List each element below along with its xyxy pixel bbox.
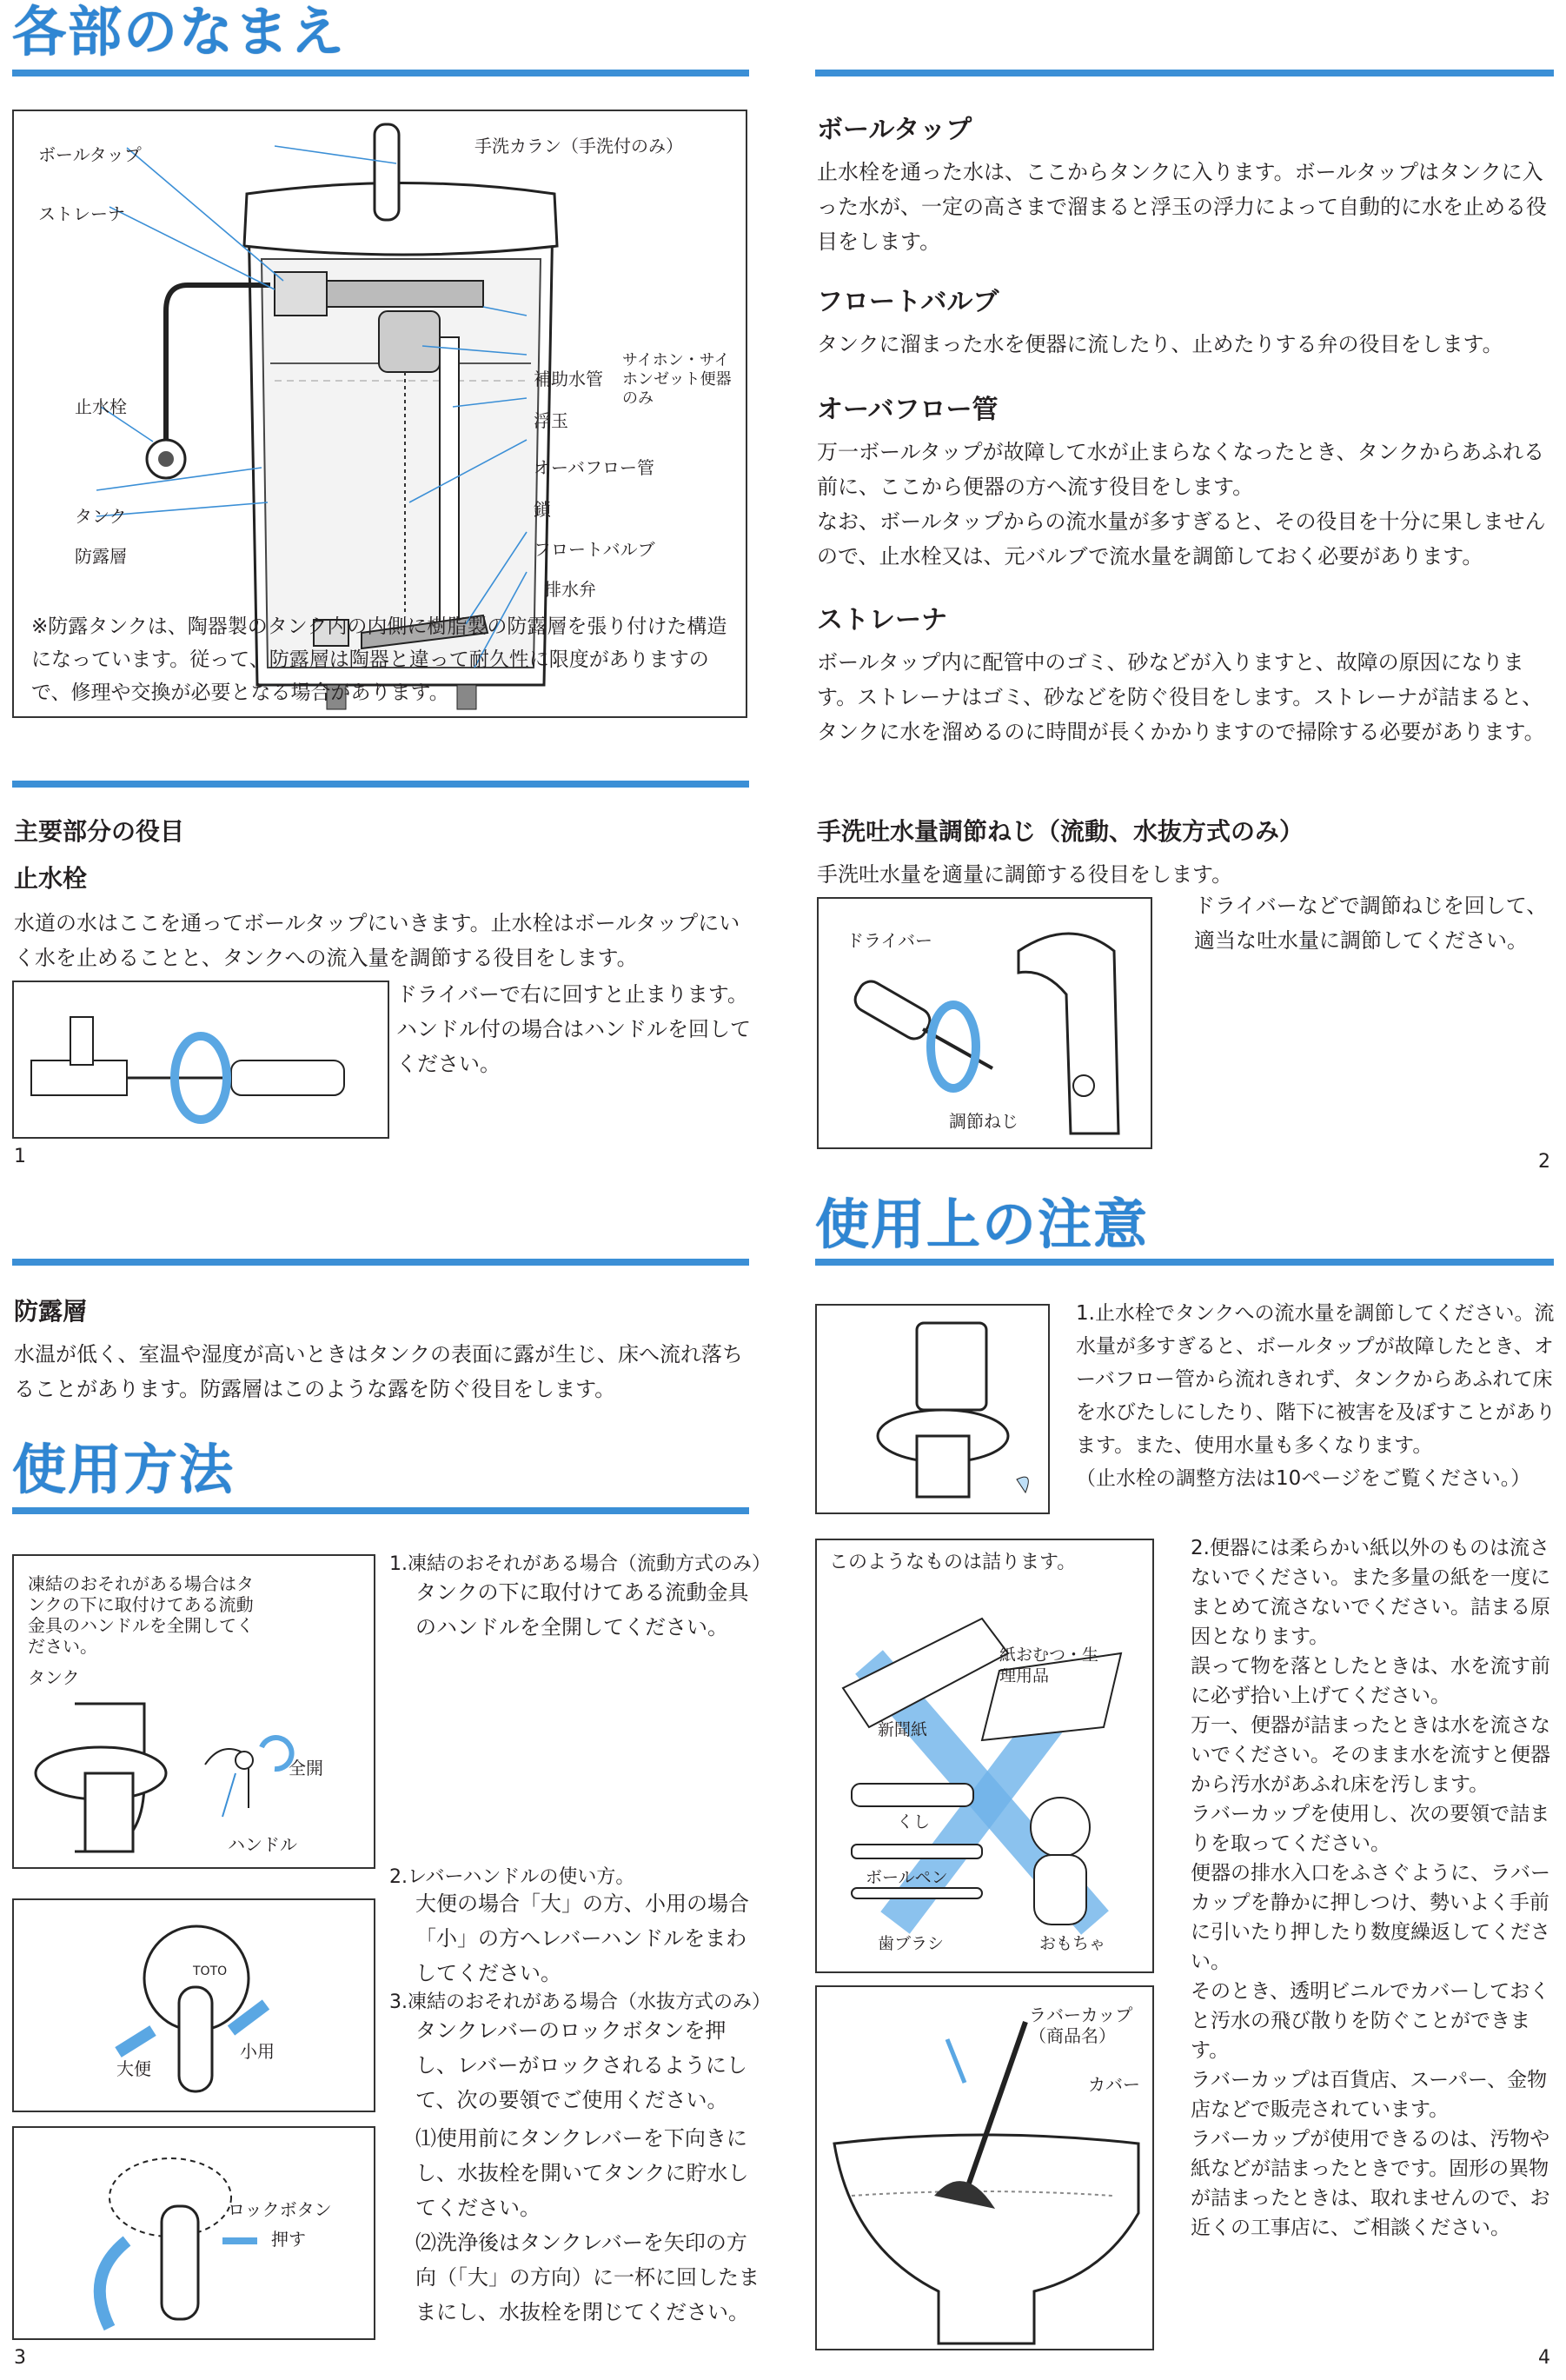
toilet-floor-valve-diagram <box>14 1556 377 1871</box>
clog-item-pen: ボールペン <box>866 1868 948 1887</box>
label-float: 浮玉 <box>534 410 568 431</box>
caution-rule <box>815 1259 1554 1266</box>
overflow-heading: オーバフロー管 <box>817 395 999 425</box>
page3-top-rule <box>12 1259 749 1266</box>
label-anti-condensation: 防露層 <box>75 546 127 567</box>
page-number-2: 2 <box>1538 1151 1550 1173</box>
push-label: 押す <box>271 2229 306 2250</box>
ball-tap-heading: ボールタップ <box>817 115 972 145</box>
flapper-heading: フロートバルブ <box>817 287 999 317</box>
full-open-label: 全開 <box>289 1758 323 1778</box>
label-overflow: オーバフロー管 <box>534 457 654 478</box>
lever-handle-diagram <box>14 1900 377 2114</box>
adjust-screw-side-text: ドライバーなどで調節ねじを回して、適当な吐水量に調節してください。 <box>1194 894 1548 953</box>
label-siphon-note: サイホン・サイホンゼット便器のみ <box>622 351 732 408</box>
toilet-overflow-diagram <box>817 1306 1052 1516</box>
clog-items-diagram <box>817 1540 1156 1975</box>
adjust-screw-heading: 手洗吐水量調節ねじ（流動、水抜方式のみ） <box>817 817 1304 846</box>
label-stop-valve: 止水栓 <box>75 396 127 417</box>
stop-valve-screwdriver-diagram <box>14 982 391 1140</box>
usage-item1-title: 1.凍結のおそれがある場合（流動方式のみ） <box>389 1553 771 1575</box>
label-strainer: ストレーナ <box>38 203 125 224</box>
strainer-heading: ストレーナ <box>817 605 947 635</box>
usage-title: 使用方法 <box>12 1438 236 1501</box>
cover-label: カバー <box>1088 2074 1140 2095</box>
strainer-text: ボールタップ内に配管中のゴミ、砂などが入りますと、故障の原因になります。ストレーナはゴミ、砂などを防ぐ役目をします。ストレーナが詰まると、タンクに水を溜めるのに時間が長くかかりますので掃除する必要があります。 <box>817 650 1545 744</box>
usage-item1-text: タンクの下に取付けてある流動金具のハンドルを全開してください。 <box>415 1580 749 1639</box>
overflow-text: 万一ボールタップが故障して水が止まらなくなったとき、タンクからあふれる前に、ここから便器の方へ流す役目をします。 なお、ボールタップからの流水量が多すぎると、その役目を十分に果しませんので、止水栓又は、元バルブで流水量を調節しておく必要があります。 <box>817 440 1546 568</box>
page-number-1: 1 <box>14 1146 26 1167</box>
usage-item2-text: 大便の場合「大」の方、小用の場合「小」の方へレバーハンドルをまわしてください。 <box>415 1891 749 1985</box>
label-chain: 鎖 <box>534 499 551 520</box>
lock-figure <box>12 2126 375 2340</box>
page-number-3: 3 <box>14 2347 26 2369</box>
section-rule <box>12 781 749 788</box>
lever-big-label: 大便 <box>116 2058 151 2079</box>
adjust-screw-text: 手洗吐水量を適量に調節する役目をします。 <box>817 862 1233 887</box>
title-rule <box>12 70 749 76</box>
label-refill-tube: 補助水管 <box>534 369 603 389</box>
stop-valve-text: 水道の水はここを通ってボールタップにいきます。止水栓はボールタップにいく水を止めることと、タンクへの流入量を調節する役目をします。 <box>14 911 740 970</box>
stop-valve-heading: 止水栓 <box>14 864 88 893</box>
tank-label: タンク <box>28 1667 80 1688</box>
usage-item3-title: 3.凍結のおそれがある場合（水抜方式のみ） <box>389 1991 771 2013</box>
lock-button-diagram <box>14 2128 377 2342</box>
clog-items-figure <box>815 1539 1154 1973</box>
flapper-text: タンクに溜まった水を便器に流したり、止めたりする弁の役目をします。 <box>817 332 1503 356</box>
plunger-figure <box>815 1985 1154 2350</box>
caution-title: 使用上の注意 <box>815 1193 1150 1256</box>
toilet-overflow-figure <box>815 1304 1050 1514</box>
label-flapper: フロートバルブ <box>534 539 655 560</box>
anti-condensation-heading: 防露層 <box>14 1297 88 1326</box>
caution-item2: 2.便器には柔らかい紙以外のものは流さないでください。また多量の紙を一度にまとめて流さないでください。詰まる原因となります。 誤って物を落としたときは、水を流す前に必ず拾い上げてください。 万一、便器が詰まったときは水を流さないでください。そのまま水を流すと便器から汚水があふれ床を汚します。 ラバーカップを使用し、次の要領で詰まりを取ってください。 便器の排水入口をふさぐように、ラバーカップを静かに押しつけ、勢いよく手前に引いたり押したり数度繰返してください。 そのとき、透明ビニルでカバーしておくと汚水の飛び散りを防ぐことができます。 ラバーカップは百貨店、スーパー、金物店などで販売されています。 ラバーカップが使用できるのは、汚物や紙などが詰まったときです。固形の異物が詰まったときは、取れませんので、お近くの工事店に、ご相談ください。 <box>1191 1537 1550 2239</box>
freeze-box-text: 凍結のおそれがある場合はタンクの下に取付けてある流動金具のハンドルを全開してください。 <box>28 1573 254 1657</box>
handle-label: ハンドル <box>228 1834 297 1855</box>
label-faucet: 手洗カラン（手洗付のみ） <box>474 136 683 156</box>
screw-label: 調節ねじ <box>949 1111 1019 1132</box>
usage-item3-text: タンクレバーのロックボタンを押し、レバーがロックされるようにして、次の要領でご使用ください。 <box>415 2018 747 2112</box>
parts-diagram-box <box>12 110 747 718</box>
ball-tap-text: 止水栓を通った水は、ここからタンクに入ります。ボールタップはタンクに入った水が、一定の高さまで溜まると浮玉の浮力によって自動的に水を止める役目をします。 <box>817 160 1547 254</box>
clog-item-toy: おもちゃ <box>1039 1934 1106 1953</box>
driver-label: ドライバー <box>846 930 932 951</box>
usage-item2-title: 2.レバーハンドルの使い方。 <box>389 1866 635 1888</box>
label-tank: タンク <box>75 506 127 527</box>
clog-item-newspaper: 新聞紙 <box>878 1720 928 1739</box>
usage-item3-sub2: ⑵洗浄後はタンクレバーを矢印の方向（「大」の方向）に一杯に回したままにし、水抜栓を閉じてください。 <box>415 2230 760 2324</box>
lock-button-label: ロックボタン <box>228 2199 332 2220</box>
page-number-4: 4 <box>1538 2347 1550 2369</box>
clog-box-title: このようなものは詰ります。 <box>829 1552 1077 1573</box>
label-drain-valve: 排水弁 <box>544 579 596 600</box>
lever-brand: TOTO <box>193 1964 228 1978</box>
lever-figure <box>12 1898 375 2112</box>
freeze-figure <box>12 1554 375 1869</box>
usage-rule <box>12 1507 749 1514</box>
clog-item-toothbrush: 歯ブラシ <box>878 1934 945 1953</box>
top-right-rule <box>815 70 1554 76</box>
label-ball-tap: ボールタップ <box>38 144 142 165</box>
lever-small-label: 小用 <box>240 2041 275 2062</box>
clog-item-diaper: 紙おむつ・生理用品 <box>999 1645 1099 1685</box>
adjust-screw-figure <box>817 897 1152 1149</box>
page1-title: 各部のなまえ <box>12 0 347 63</box>
clog-item-comb: くし <box>897 1812 931 1832</box>
stop-valve-side-text: ドライバーで右に回すと止まります。ハンドル付の場合はハンドルを回してください。 <box>396 982 751 1076</box>
usage-item3-sub1: ⑴使用前にタンクレバーを下向きにし、水抜栓を開いてタンクに貯水してください。 <box>415 2126 749 2220</box>
caution-item1: 1.止水栓でタンクへの流水量を調節してください。流水量が多すぎると、ボールタップが故障したとき、オーバフロー管から流れきれず、タンクからあふれて床を水びたしにしたり、階下に被害を及ぼすことがあります。また、使用水量も多くなります。 （止水栓の調整方法は10ページをご覧ください。） <box>1076 1302 1556 1490</box>
anti-condensation-text: 水温が低く、室温や湿度が高いときはタンクの表面に露が生じ、床へ流れ落ちることがあります。防露層はこのような露を防ぐ役目をします。 <box>14 1342 744 1401</box>
diagram-note: ※防露タンクは、陶器製のタンク内の内側に樹脂製の防露層を張り付けた構造になっています。従って、防露層は陶器と違って耐久性に限度がありますので、修理や交換が必要となる場合があります。 <box>31 615 727 704</box>
plunger-label: ラバーカップ（商品名） <box>1029 2004 1133 2046</box>
roles-heading: 主要部分の役目 <box>14 817 185 846</box>
stop-valve-figure <box>12 981 389 1139</box>
